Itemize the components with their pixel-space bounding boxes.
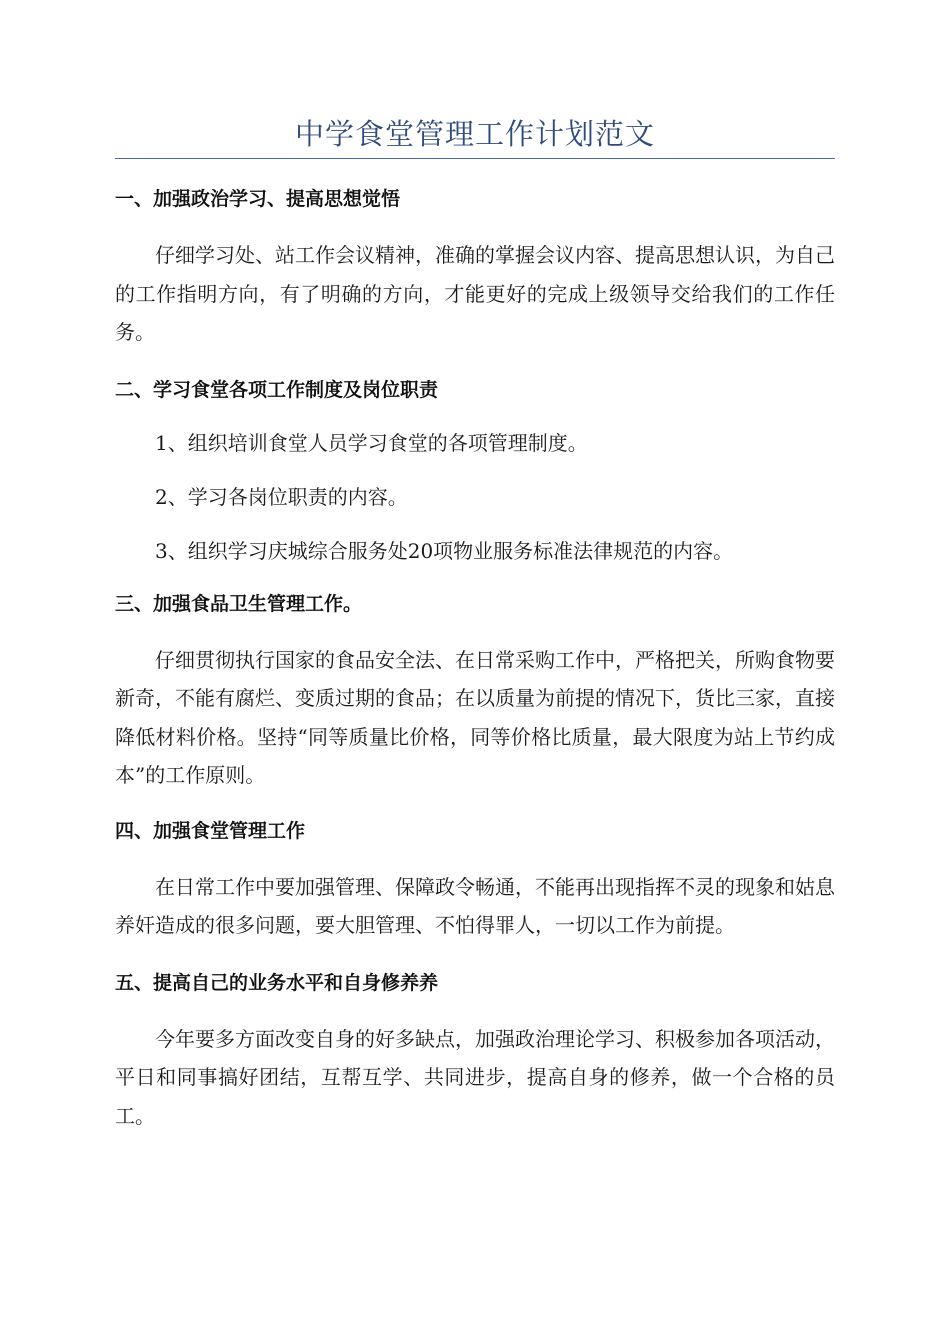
section-5 <box>115 969 835 1136</box>
section-paragraph: 今年要多方面改变自身的好多缺点，加强政治理论学习、积极参加各项活动，平日和同事搞好团结，互帮互学、共同进步，提高自身的修养，做一个合格的员工。 <box>115 1026 835 1128</box>
document-page <box>115 110 835 1135</box>
section-paragraph: 仔细学习处、站工作会议精神，准确的掌握会议内容、提高思想认识，为自己的工作指明方向，有了明确的方向，才能更好的完成上级领导交给我们的工作任务。 <box>115 243 835 344</box>
section-heading: 一、加强政治学习、提高思想觉悟 <box>115 188 401 210</box>
section-2 <box>115 376 835 566</box>
section-heading: 五、提高自己的业务水平和自身修养养 <box>115 971 439 994</box>
list-item: 2、学习各岗位职责的内容。 <box>155 484 408 509</box>
section-heading: 三、加强食品卫生管理工作。 <box>115 592 363 615</box>
section-paragraph: 在日常工作中要加强管理、保障政令畅通，不能再出现指挥不灵的现象和姑息养奸造成的很多问题，要大胆管理、不怕得罪人，一切以工作为前提。 <box>115 874 835 937</box>
section-paragraph: 仔细贯彻执行国家的食品安全法、在日常采购工作中，严格把关，所购食物要新奇，不能有腐烂、变质过期的食品；在以质量为前提的情况下，货比三家，直接降低材料价格。坚持“同等质量比价格，同等价格比质量，最大限度为站上节约成本”的工作原则。 <box>115 647 835 787</box>
list-item: 1、组织培训食堂人员学习食堂的各项管理制度。 <box>155 430 588 455</box>
section-3 <box>115 590 835 795</box>
document-title: 中学食堂管理工作计划范文 <box>294 117 655 151</box>
section-heading: 二、学习食堂各项工作制度及岗位职责 <box>115 378 439 401</box>
title-underline <box>115 158 835 159</box>
list-item: 3、组织学习庆城综合服务处20项物业服务标准法律规范的内容。 <box>155 538 734 563</box>
section-1 <box>115 185 835 352</box>
section-heading: 四、加强食堂管理工作 <box>115 819 306 842</box>
section-4 <box>115 817 835 945</box>
